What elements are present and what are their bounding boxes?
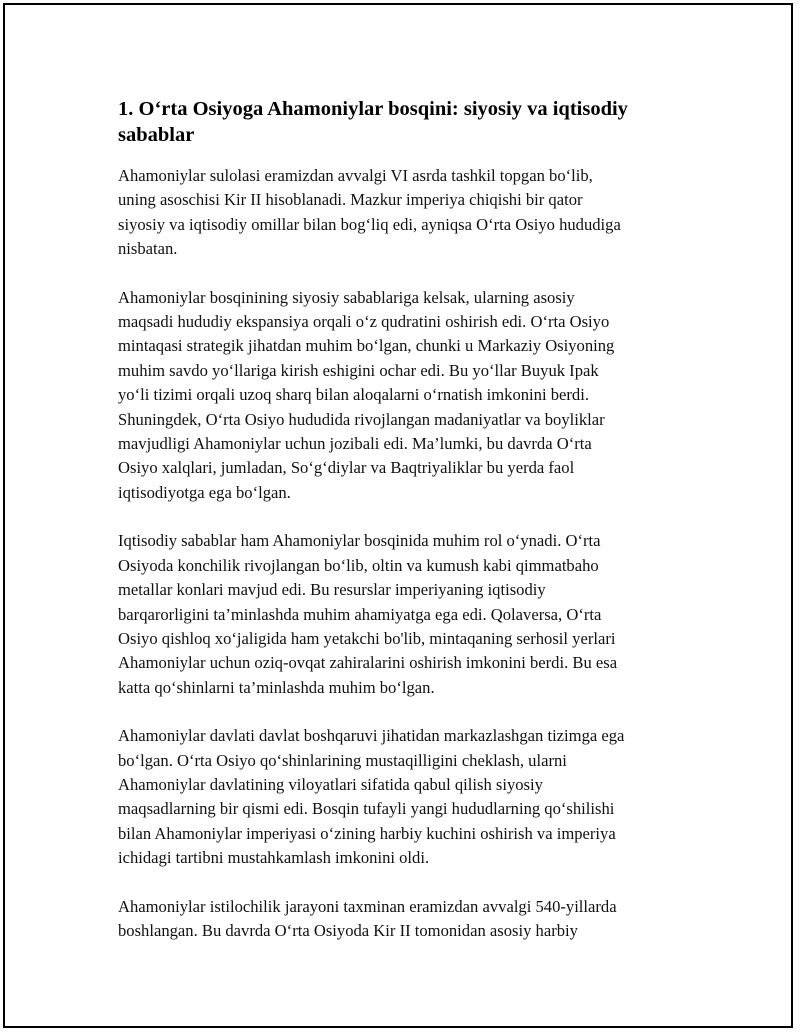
document-body: [118, 96, 688, 967]
paragraph-political-reasons: Ahamoniylar bosqinining siyosiy sabablariga kelsak, ularning asosiy maqsadi hududiy ekspansiya orqali o‘z qudratini oshirish edi. O‘rta Osiyo mintaqasi strategik jihatdan muhim bo‘lgan, chunki u Markaziy Osiyoning muhim savdo yo‘llariga kirish eshigini ochar edi. Bu yo‘llar Buyuk Ipak yo‘li tizimi orqali uzoq sharq bilan aloqalarni o‘rnatish imkonini berdi. Shuningdek, O‘rta Osiyo hududida rivojlangan madaniyatlar va boyliklar mavjudligi Ahamoniylar uchun jozibali edi. Ma’lumki, bu davrda O‘rta Osiyo xalqlari, jumladan, So‘g‘diylar va Baqtriyaliklar bu yerda faol iqtisodiyotga ega bo‘lgan.: [118, 287, 615, 502]
section-heading: 1. O‘rta Osiyoga Ahamoniylar bosqini: siyosiy va iqtisodiy sabablar: [118, 98, 628, 146]
paragraph-conquest-start: Ahamoniylar istilochilik jarayoni taxminan eramizdan avvalgi 540-yillarda boshlangan. Bu davrda O‘rta Osiyoda Kir II tomonidan asosiy harbiy: [118, 896, 617, 940]
paragraph-intro: Ahamoniylar sulolasi eramizdan avvalgi VI asrda tashkil topgan bo‘lib, uning asoschisi Kir II hisoblanadi. Mazkur imperiya chiqishi bir qator siyosiy va iqtisodiy omillar bilan bog‘liq edi, ayniqsa O‘rta Osiyo hududiga nisbatan.: [118, 166, 621, 259]
paragraph-economic-reasons: Iqtisodiy sabablar ham Ahamoniylar bosqinida muhim rol o‘ynadi. O‘rta Osiyoda konchilik rivojlangan bo‘lib, oltin va kumush kabi qimmatbaho metallar konlari mavjud edi. Bu resurslar imperiyaning iqtisodiy barqarorligini ta’minlashda muhim ahamiyatga ega edi. Qolaversa, O‘rta Osiyo qishloq xo‘jaligida ham yetakchi bo'lib, mintaqaning serhosil yerlari Ahamoniylar uchun oziq-ovqat zahiralarini oshirish imkonini berdi. Bu esa katta qo‘shinlarni ta’minlashda muhim bo‘lgan.: [118, 531, 618, 697]
paragraph-governance: Ahamoniylar davlati davlat boshqaruvi jihatidan markazlashgan tizimga ega bo‘lgan. O‘rta Osiyo qo‘shinlarining mustaqilligini cheklash, ularni Ahamoniylar davlatining viloyatlari sifatida qabul qilish siyosiy maqsadlarning bir qismi edi. Bosqin tufayli yangi hududlarning qo‘shilishi bilan Ahamoniylar imperiyasi o‘zining harbiy kuchini oshirish va imperiya ichidagi tartibni mustahkamlash imkonini oldi.: [118, 726, 625, 868]
